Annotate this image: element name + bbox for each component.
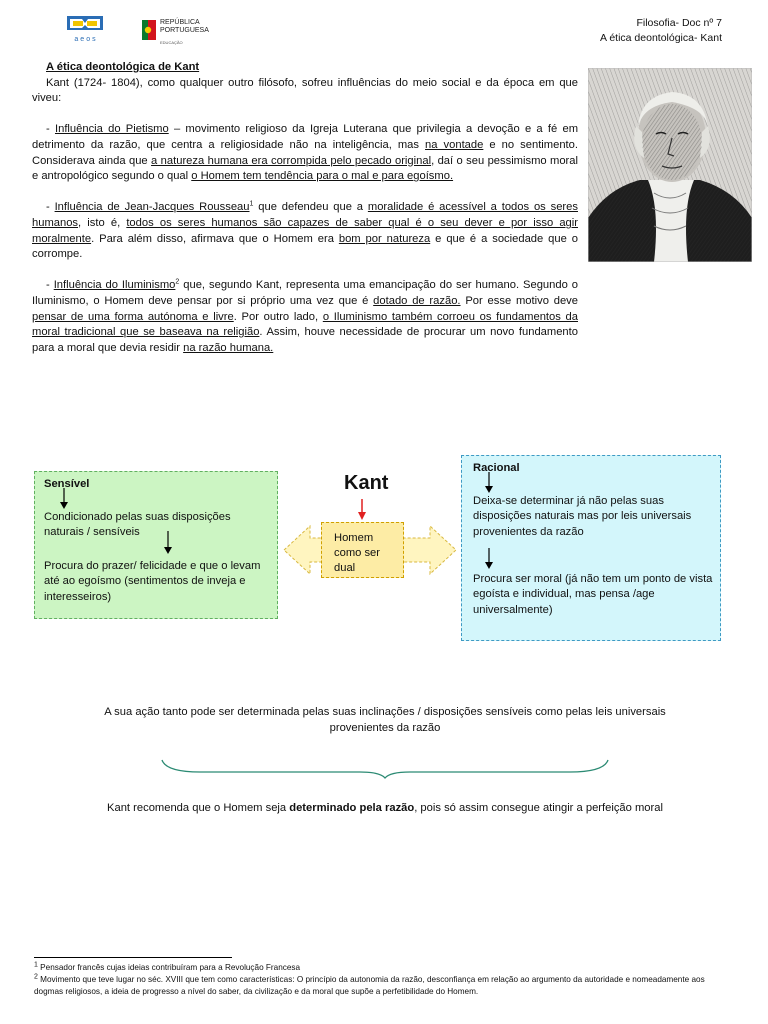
curly-brace-icon (160, 750, 610, 780)
portugal-flag-icon (142, 20, 156, 40)
sensible-line2: Procura do prazer/ felicidade e que o levam até ao egoísmo (sentimentos de inveja e interesseiros) (44, 560, 261, 603)
down-arrow-icon (483, 548, 495, 570)
document-header (600, 16, 722, 46)
republic-logo (142, 18, 242, 46)
article-title: A ética deontológica de Kant (46, 61, 200, 73)
republic-logo-text (160, 19, 209, 35)
footnotes (34, 962, 724, 998)
footnote-1: $^1$ Pensador francês cujas ideias contribuíram para a Revolução Francesa (34, 961, 301, 972)
school-logo (64, 14, 106, 46)
republic-line2: PORTUGUESA (160, 27, 209, 34)
final-statement: Kant recomenda que o Homem seja determinado pela razão, pois só assim consegue atingir a perfeição moral (107, 802, 663, 814)
rational-line1: Deixa-se determinar já não pelas suas disposições naturais mas por leis universais provenientes da razão (473, 495, 692, 538)
down-arrow-icon (162, 531, 174, 555)
intro-paragraph: Kant (1724- 1804), como qualquer outro filósofo, sofreu influências do meio social e da época em que viveu: (32, 76, 578, 105)
kant-portrait-image (588, 68, 752, 262)
school-logo-icon (67, 16, 103, 34)
school-logo-text: aeos (74, 36, 98, 43)
conclusion-line1: A sua ação tanto pode ser determinada pelas suas inclinações / disposições sensíveis como pelas leis universais (104, 706, 666, 718)
sensible-line1: Condicionado pelas suas disposições naturais / sensíveis (44, 511, 231, 539)
pietism-paragraph: - Influência do Pietismo – movimento religioso da Igreja Luterana que privilegia a devoção e a fé em detrimento da razão, que centra a religiosidade não na inteligência, mas na vontade e no sentimento. Considerava ainda que a natureza humana era corrompida pelo pecado original, daí o seu pessimismo moral e antropológico segundo o qual o Homem tem tendência para o mal e para egoísmo. (32, 123, 579, 183)
down-arrow-icon (483, 472, 495, 494)
conclusion-line2: provenientes da razão (329, 722, 441, 734)
sensible-title: Sensível (44, 478, 90, 490)
republic-line1: REPÚBLICA (160, 19, 200, 26)
rousseau-paragraph: - Influência de Jean-Jacques Rousseau$^1$ que defendeu que a moralidade é acessível a todos os seres humanos, isto é, todos os seres humanos são capazes de saber qual é o seu dever e por isso agir moralmente. Para além disso, afirmava que o Homem era bom por natureza e que é a sociedade que o corrompe. (32, 200, 579, 261)
kant-label: Kant (344, 472, 389, 494)
enlightenment-heading: Influência do Iluminismo (53, 279, 176, 292)
dual-being-label: Homem como ser dual (334, 532, 381, 574)
rational-line2: Procura ser moral (já não tem um ponto de vista egoísta e individual, mas pensa /age universalmente) (473, 573, 713, 616)
footnote-ref-1[interactable]: 1 (249, 200, 254, 208)
rational-title: Racional (473, 462, 520, 474)
footnote-2: $^2$ Movimento que teve lugar no séc. XVIII que tem como características: O princípio da autonomia da razão, desconfiança em relação ao argumento da autoridade e nomeadamente aos dogmas religiosos, a ideia de progresso a nível do saber, da civilização e da moral que supõe a perfetibilidade do Homem. (34, 973, 705, 996)
pietism-heading: Influência do Pietismo (54, 123, 169, 136)
doc-number: Filosofia- Doc nº 7 (636, 17, 722, 29)
footnote-divider (34, 957, 232, 958)
footnote-ref-2[interactable]: 2 (175, 278, 180, 286)
article (32, 60, 578, 356)
enlightenment-paragraph: - Influência do Iluminismo$^2$ que, segundo Kant, representa uma emancipação do ser humano. Segundo o Iluminismo, o Homem deve pensar por si próprio uma vez que é dotado de razão. Por esse motivo deve pensar de uma forma autónoma e livre. Por outro lado, o Iluminismo também corroeu os fundamentos da moral tradicional que se baseava na religião. Assim, houve necessidade de procurar um novo fundamento para a moral que devia residir na razão humana. (32, 278, 578, 354)
republic-logo-sub: EDUCAÇÃO (160, 40, 183, 45)
doc-subject: A ética deontológica- Kant (599, 32, 722, 44)
down-arrow-icon (58, 488, 70, 510)
rousseau-heading: Influência de Jean-Jacques Rousseau (54, 201, 250, 214)
